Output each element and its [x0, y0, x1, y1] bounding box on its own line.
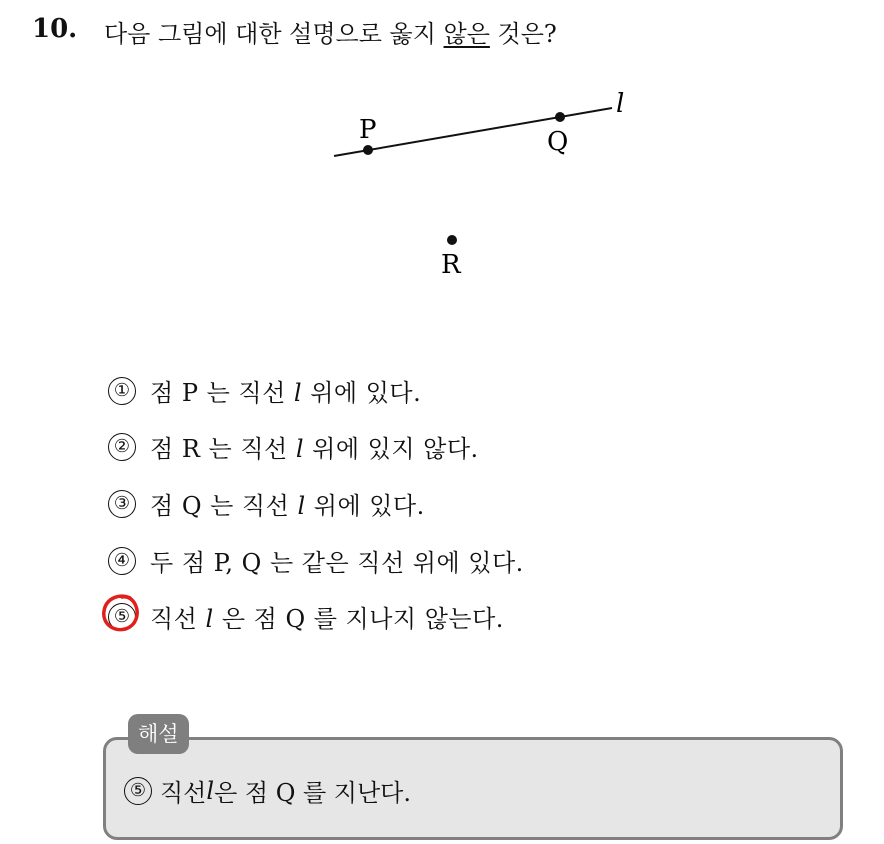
point-r	[447, 235, 457, 245]
point-p-label: P	[359, 115, 377, 145]
choice-4[interactable]	[108, 543, 524, 578]
choice-2[interactable]	[108, 429, 479, 464]
question-number: 10.	[32, 14, 78, 44]
choice-number: ⑤	[108, 603, 136, 631]
choice-text: 점 Q 는 직선 l 위에 있다.	[150, 492, 425, 520]
choice-text: 직선 l 은 점 Q 를 지나지 않는다.	[150, 605, 504, 633]
choice-3[interactable]	[108, 486, 425, 521]
question-text-underlined: 않은	[443, 20, 490, 48]
question-text-before: 다음 그림에 대한 설명으로 옳지	[104, 20, 444, 48]
question-text-after: 것은?	[489, 20, 557, 48]
point-r-label: R	[441, 250, 461, 280]
line-label: l	[616, 89, 625, 119]
choice-number: ①	[108, 377, 136, 405]
choice-number: ③	[108, 490, 136, 518]
choice-text: 점 R 는 직선 l 위에 있지 않다.	[150, 435, 479, 463]
choice-1[interactable]	[108, 373, 421, 408]
explanation-text: ⑤ 직선 l 은 점 Q 를 지난다.	[124, 773, 411, 808]
choice-text: 점 P 는 직선 l 위에 있다.	[150, 379, 422, 407]
point-q-label: Q	[547, 127, 569, 157]
point-p	[363, 145, 373, 155]
choice-text: 두 점 P, Q 는 같은 직선 위에 있다.	[150, 549, 524, 577]
choice-5[interactable]	[108, 599, 504, 634]
explanation-number: ⑤	[124, 777, 152, 805]
geometry-figure	[0, 0, 884, 330]
explanation-tag: 해설	[128, 714, 189, 754]
choice-number: ②	[108, 433, 136, 461]
choice-number: ④	[108, 547, 136, 575]
point-q	[555, 112, 565, 122]
